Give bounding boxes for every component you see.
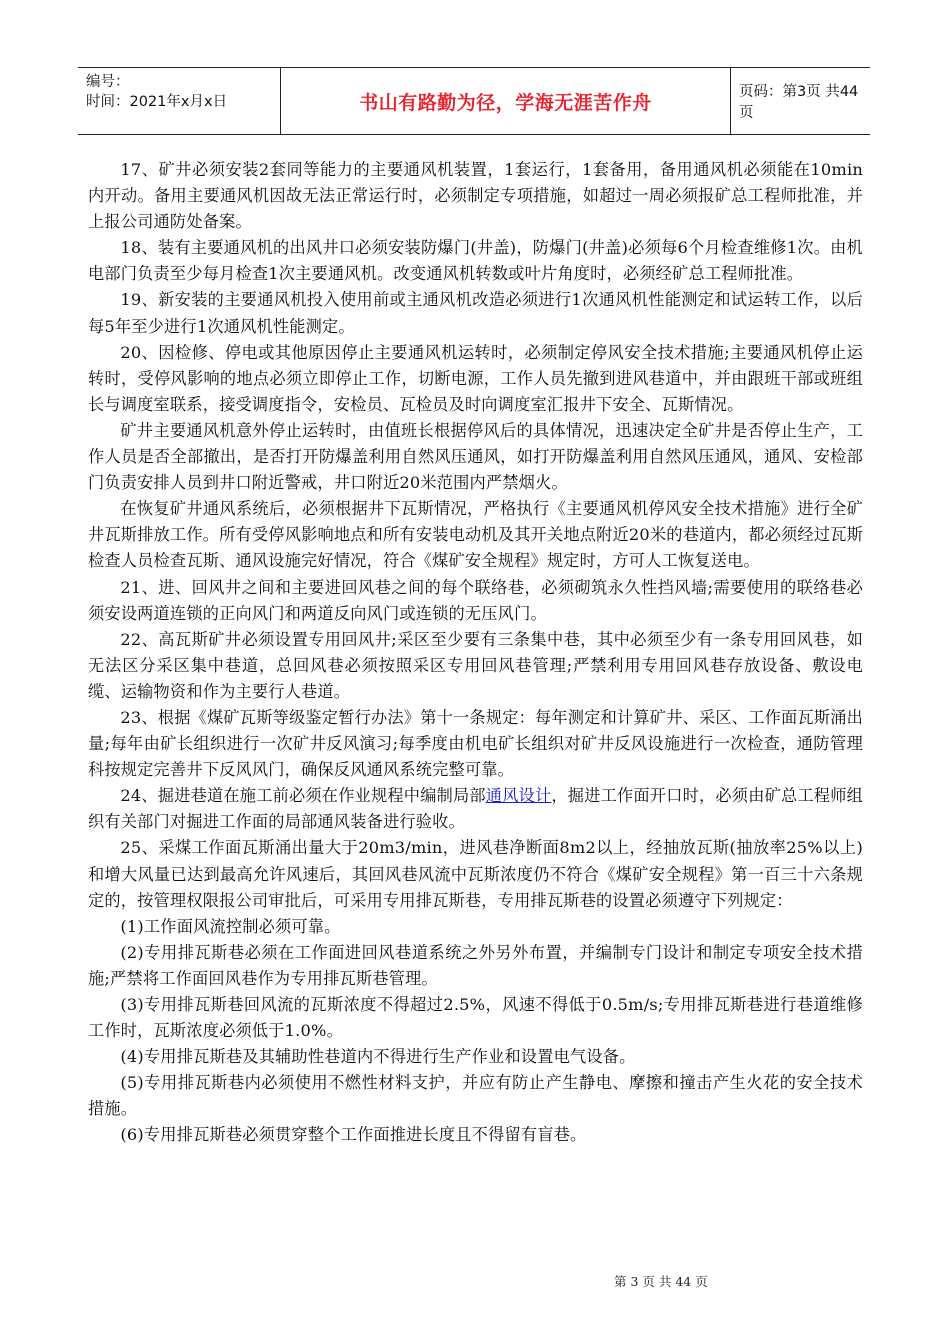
document-body — [88, 157, 863, 1149]
paragraph-20: 20、因检修、停电或其他原因停止主要通风机运转时，必须制定停风安全技术措施;主要通风机停止运转时，受停风影响的地点必须立即停止工作，切断电源，工作人员先撤到进风巷道中，并由跟班干部或班组长与调度室联系，接受调度指令，安检员、瓦检员及时向调度室汇报井下安全、瓦斯情况。 — [88, 342, 863, 414]
paragraph-25: 25、采煤工作面瓦斯涌出量大于20m3/min，进风巷净断面8m2以上，经抽放瓦斯(抽放率25%以上)和增大风量已达到最高允许风速后，其回风巷风流中瓦斯浓度仍不符合《煤矿安全规程》第一百三十六条规定的，按管理权限报公司审批后，可采用专用排瓦斯巷，专用排瓦斯巷的设置必须遵守下列规定： — [88, 838, 863, 910]
paragraph-24-text-b: ，掘进工作面开口时，必须由矿总工程师组织有关部门对掘进工作面的局部通风装备进行验收。 — [88, 786, 863, 832]
header-motto: 书山有路勤为径，学海无涯苦作舟 — [281, 68, 731, 134]
paragraph-20-restore: 在恢复矿井通风系统后，必须根据井下瓦斯情况，严格执行《主要通风机停风安全技术措施》进行全矿井瓦斯排放工作。所有受停风影响地点和所有安装电动机及其开关地点附近20米的巷道内，都必须经过瓦斯检查人员检查瓦斯、通风设施完好情况，符合《煤矿安全规程》规定时，方可人工恢复送电。 — [88, 499, 863, 571]
ventilation-design-link[interactable]: 通风设计 — [485, 786, 552, 806]
page-footer: 第 3 页 共 44 页 — [614, 1274, 708, 1289]
paragraph-24-text-a: 24、掘进巷道在施工前必须在作业规程中编制局部 — [120, 786, 486, 806]
list-item-5: (5)专用排瓦斯巷内必须使用不燃性材料支护，并应有防止产生静电、摩擦和撞击产生火花的安全技术措施。 — [88, 1073, 863, 1119]
paragraph-24 — [88, 783, 863, 835]
list-item-2: (2)专用排瓦斯巷必须在工作面进回风巷道系统之外另外布置，并编制专门设计和制定专项安全技术措施;严禁将工作面回风巷作为专用排瓦斯巷管理。 — [88, 942, 863, 988]
paragraph-17: 17、矿井必须安装2套同等能力的主要通风机装置，1套运行，1套备用，备用通风机必须能在10min内开动。备用主要通风机因故无法正常运行时，必须制定专项措施，如超过一周必须报矿总工程师批准，并上报公司通防处备案。 — [88, 160, 863, 232]
paragraph-22: 22、高瓦斯矿井必须设置专用回风井;采区至少要有三条集中巷，其中必须至少有一条专用回风巷，如无法区分采区集中巷道，总回风巷必须按照采区专用回风巷管理;严禁利用专用回风巷存放设备、敷设电缆、运输物资和作为主要行人巷道。 — [88, 629, 863, 701]
header-page-info: 页码：第3页 共44页 — [739, 84, 859, 121]
list-item-6: (6)专用排瓦斯巷必须贯穿整个工作面推进长度且不得留有盲巷。 — [120, 1125, 587, 1145]
document-header — [78, 67, 870, 135]
header-number-label: 编号： — [86, 74, 130, 90]
list-item-1: (1)工作面风流控制必须可靠。 — [120, 916, 341, 936]
paragraph-21: 21、进、回风井之间和主要进回风巷之间的每个联络巷，必须砌筑永久性挡风墙;需要使用的联络巷必须安设两道连锁的正向风门和两道反向风门或连锁的无压风门。 — [88, 577, 863, 623]
list-item-4: (4)专用排瓦斯巷及其辅助性巷道内不得进行生产作业和设置电气设备。 — [120, 1047, 636, 1067]
paragraph-23: 23、根据《煤矿瓦斯等级鉴定暂行办法》第十一条规定：每年测定和计算矿井、采区、工作面瓦斯涌出量;每年由矿长组织进行一次矿井反风演习;每季度由机电矿长组织对矿井反风设施进行一次检查，通防管理科按规定完善井下反风风门，确保反风通风系统完整可靠。 — [88, 707, 863, 780]
paragraph-20-fan-stop: 矿井主要通风机意外停止运转时，由值班长根据停风后的具体情况，迅速决定全矿井是否停止生产，工作人员是否全部撤出，是否打开防爆盖利用自然风压通风，如打开防爆盖利用自然风压通风，通风、安检部门负责安排人员到井口附近警戒，井口附近20米范围内严禁烟火。 — [88, 420, 863, 493]
paragraph-18: 18、装有主要通风机的出风井口必须安装防爆门(井盖)，防爆门(井盖)必须每6个月检查维修1次。由机电部门负责至少每月检查1次主要通风机。改变通风机转数或叶片角度时，必须经矿总工程师批准。 — [88, 238, 863, 284]
paragraph-19: 19、新安装的主要通风机投入使用前或主通风机改造必须进行1次通风机性能测定和试运转工作，以后每5年至少进行1次通风机性能测定。 — [88, 290, 863, 336]
list-item-3: (3)专用排瓦斯巷回风流的瓦斯浓度不得超过2.5%，风速不得低于0.5m/s;专用排瓦斯巷进行巷道维修工作时，瓦斯浓度必须低于1.0%。 — [88, 995, 863, 1041]
header-meta — [78, 68, 281, 134]
header-time-label: 时间：2021年x月x日 — [86, 94, 228, 110]
